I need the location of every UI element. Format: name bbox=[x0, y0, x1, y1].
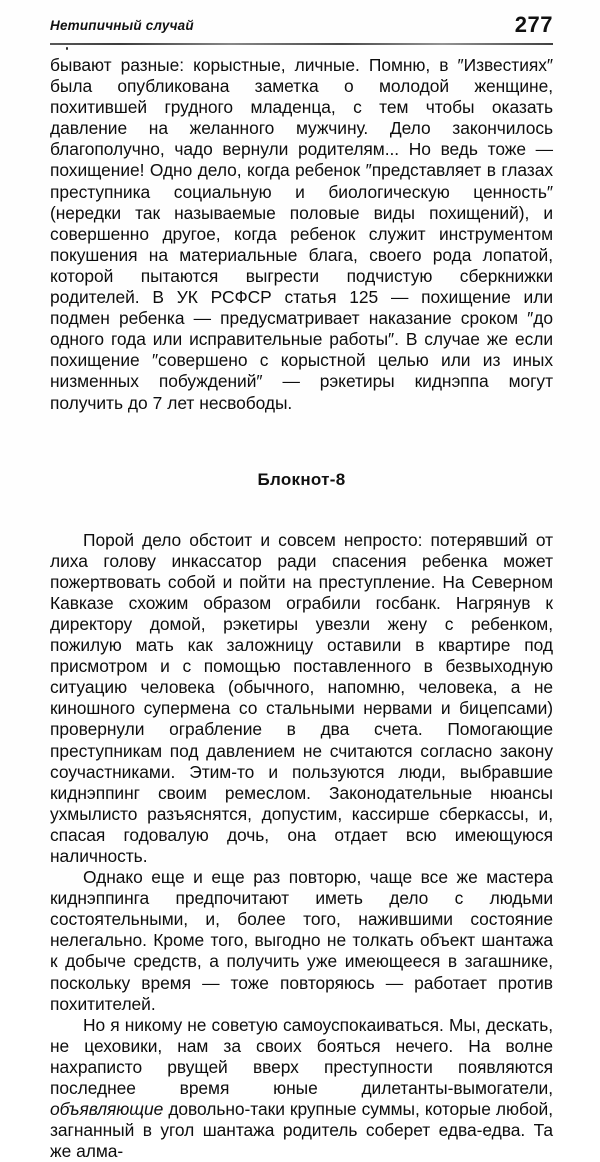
heading-space-below bbox=[50, 490, 553, 530]
paragraph-4-text-before-emphasis: Но я никому не советую самоуспокаиваться. Мы, дескать, не цеховики, нам за своих бояться нечего. На волне нахраписто рвущей вверх преступности появляются последнее время юные дилетанты-вымогатели, bbox=[50, 1014, 553, 1099]
emphasized-word: объявляющие bbox=[50, 1099, 164, 1120]
paragraph-continued: бывают разные: корыстные, личные. Помню, в ″Известиях″ была опубликована заметка о молодой женщине, похитившей грудного младенца, с тем чтобы оказать давление на желанного мужчину. Дело закончилось благополучно, чадо вернули родителям... Но ведь тоже — похищение! Одно дело, когда ребенок ″представляет в глазах преступника социальную и биологическую ценность″ (нередки так называемые половые виды похищений), и совершенно другое, когда ребенок служит инструментом покушения на материальные блага, своего рода лопатой, которой пытаются выгрести подчистую сберкнижки родителей. В УК РСФСР статья 125 — похищение или подмен ребенка — предусматривает наказание сроком ″до одного года или исправительные работы″. В случае же если похищение ″совершено с корыстной целью или из иных низменных побуждений″ — рэкетиры киднэппа могут получить до 7 лет несвободы. bbox=[50, 55, 553, 413]
running-head-title: Нетипичный случай bbox=[50, 18, 194, 33]
paragraph-2: Порой дело обстоит и совсем непросто: потерявший от лиха голову инкассатор ради спасения ребенка может пожертвовать собой и пойти на преступление. На Северном Кавказе схожим образом ограбили госбанк. Нагрянув к директору домой, рэкетиры увезли жену с ребенком, пожилую мать как заложницу оставили в квартире под присмотром и с помощью поставленного в безвыходную ситуацию человека (обычного, напомню, человека, а не киношного супермена со стальными нервами и бицепсами) провернули ограбление в два счета. Помогающие преступникам под давлением не считаются согласно закону соучастниками. Этим-то и пользуются люди, выбравшие киднэппинг своим ремеслом. Законодательные нюансы ухмылисто разъяснятся, допустим, кассирше сберкассы, и, спасая годовалую дочь, она отдает всю имеющуюся наличность. bbox=[50, 529, 553, 866]
body-text-block bbox=[50, 55, 553, 1162]
paragraph-3: Однако еще и еще раз повторю, чаще все же мастера киднэппинга предпочитают иметь дело с людьми состоятельными, и, более того, нажившими состояние нелегально. Кроме того, выгодно не толкать объект шантажа к добыче средств, а получить уже имеющееся в загашнике, поскольку время — тоже повторяюсь — работает против похитителей. bbox=[50, 867, 553, 1014]
page-number: 277 bbox=[514, 12, 553, 37]
running-head bbox=[50, 12, 553, 44]
header-rule bbox=[50, 43, 553, 45]
paragraph-4-text-after-emphasis: довольно-таки крупные суммы, которые любой, загнанный в угол шантажа родитель соберет едва-едва. Та же алма- bbox=[50, 1099, 553, 1162]
heading-space-above bbox=[50, 414, 553, 470]
scan-speck-artifact bbox=[66, 47, 68, 50]
paragraph-4 bbox=[50, 1015, 553, 1162]
section-heading: Блокнот-8 bbox=[257, 469, 346, 489]
